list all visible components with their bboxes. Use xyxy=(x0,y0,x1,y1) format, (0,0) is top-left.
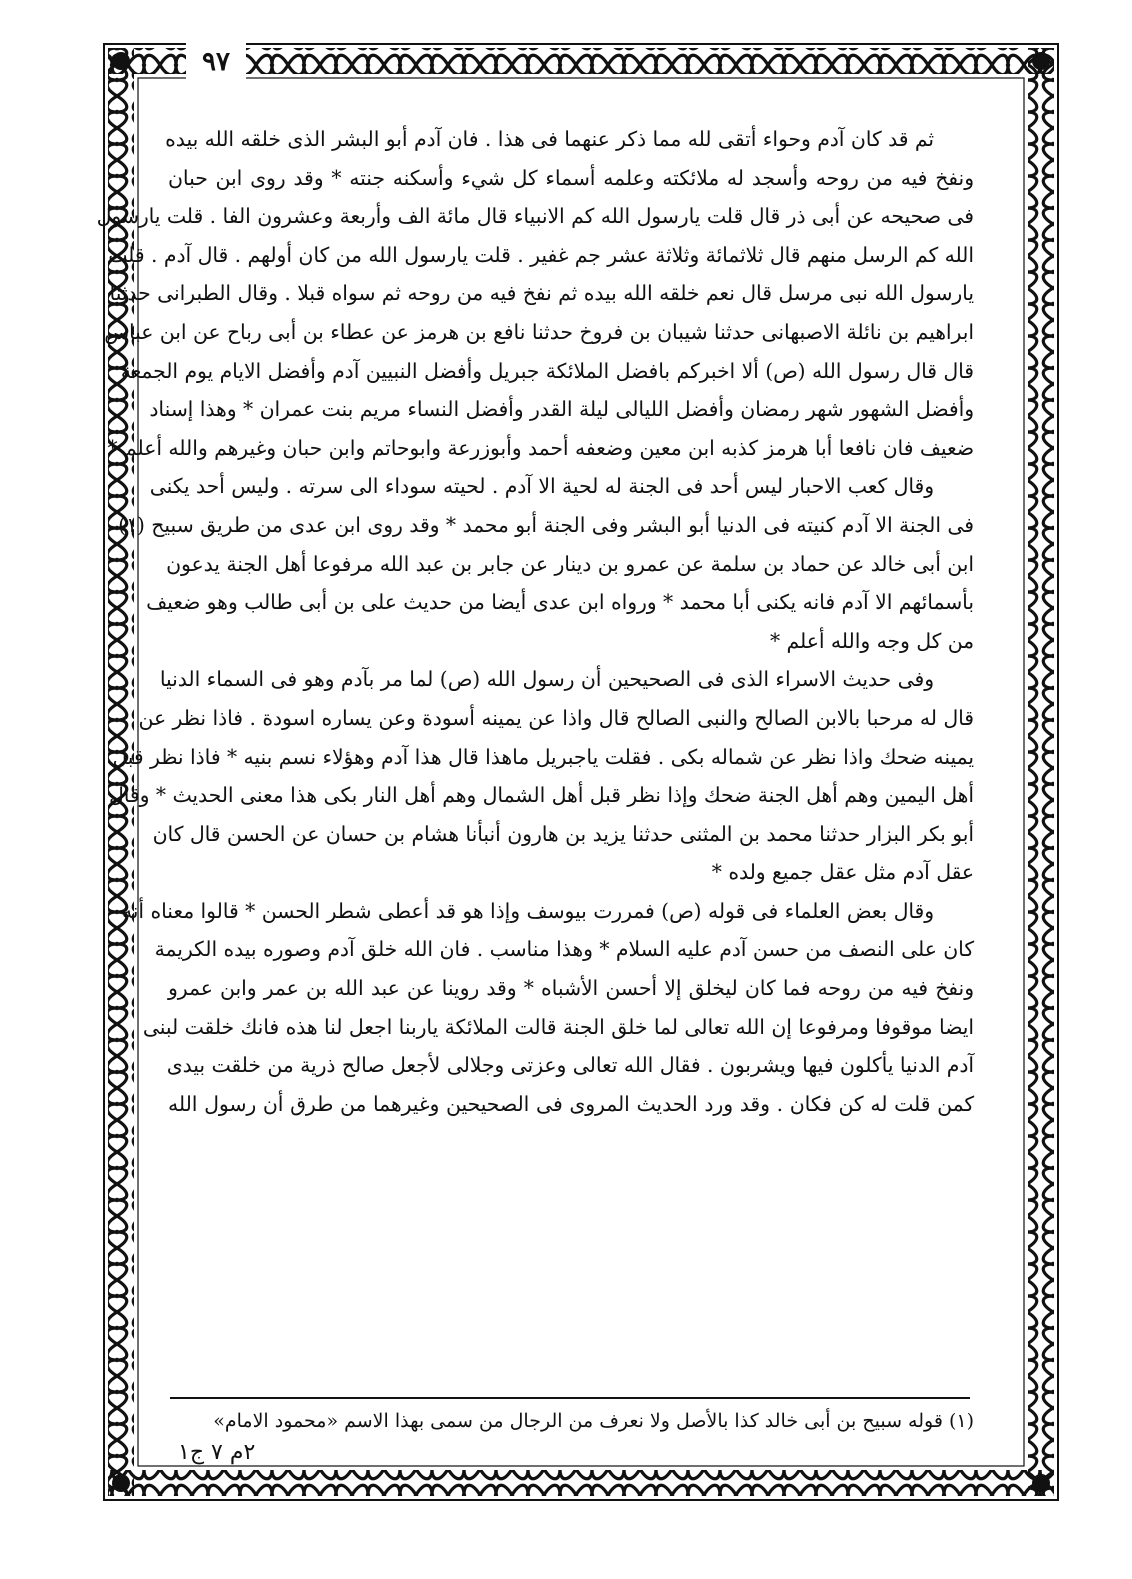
text-line: فى الجنة الا آدم كنيته فى الدنيا أبو البشر وفى الجنة أبو محمد * وقد روى ابن عدى من طريق سبيح (١) xyxy=(118,512,974,537)
text-line: قال له مرحبا بالابن الصالح والنبى الصالح قال واذا عن يمينه أسودة وعن يساره اسودة . فاذا نظر عن xyxy=(138,705,974,730)
text-line: كان على النصف من حسن آدم عليه السلام * وهذا مناسب . فان الله خلق آدم وصوره بيده الكريمة xyxy=(154,937,974,962)
border-bottom xyxy=(108,1470,1054,1496)
text-line: يارسول الله نبى مرسل قال نعم خلقه الله بيده ثم نفخ فيه من روحه ثم سواه قبلا . وقال الطبرانى حدثنا xyxy=(109,281,974,306)
text-line: كمن قلت له كن فكان . وقد ورد الحديث المروى فى الصحيحين وغيرهما من طرق أن رسول الله xyxy=(168,1091,974,1116)
text-line: ضعيف فان نافعا أبا هرمز كذبه ابن معين وضعفه أحمد وأبوزرعة وابوحاتم وابن حبان وغيرهم والله أعلم * xyxy=(107,435,974,460)
text-line: يمينه ضحك واذا نظر عن شماله بكى . فقلت ياجبريل ماهذا قال هذا آدم وهؤلاء نسم بنيه * فاذا نظر قبل xyxy=(112,744,974,769)
text-line: ابراهيم بن نائلة الاصبهانى حدثنا شيبان بن فروخ حدثنا نافع بن هرمز عن عطاء بن أبى رباح عن ابن عباس xyxy=(104,319,974,344)
border-top xyxy=(108,48,1054,74)
text-line: ونفخ فيه من روحه وأسجد له ملائكته وعلمه أسماء كل شيء وأسكنه جنته * وقد روى ابن حبان xyxy=(168,165,974,190)
text-line: أهل اليمين وهم أهل الجنة ضحك وإذا نظر قبل أهل الشمال وهم أهل النار بكى هذا معنى الحديث * وقال xyxy=(109,783,974,808)
text-line: وفى حديث الاسراء الذى فى الصحيحين أن رسول الله (ص) لما مر بآدم وهو فى السماء الدنيا xyxy=(159,667,934,692)
text-line: قال قال رسول الله (ص) ألا اخبركم بافضل الملائكة جبريل وأفضل النبيين آدم وأفضل الايام يوم الجمعة xyxy=(120,358,974,383)
text-line: ايضا موقوفا ومرفوعا إن الله تعالى لما خلق الجنة قالت الملائكة ياربنا اجعل لنا هذه فانك خلقت لبنى xyxy=(142,1014,974,1039)
signature-mark: ٢م ٧ ج١ xyxy=(178,1440,256,1465)
text-line: أبو بكر البزار حدثنا محمد بن المثنى حدثنا يزيد بن هارون أنبأنا هشام بن حسان عن الحسن قال كان xyxy=(152,821,974,846)
text-line: وقال كعب الاحبار ليس أحد فى الجنة له لحية الا آدم . لحيته سوداء الى سرته . وليس أحد يكنى xyxy=(149,474,934,499)
text-line: وقال بعض العلماء فى قوله (ص) فمررت بيوسف وإذا هو قد أعطى شطر الحسن * قالوا معناه أنه xyxy=(121,898,934,923)
border-right xyxy=(1028,48,1054,1496)
text-line: ونفخ فيه من روحه فما كان ليخلق إلا أحسن الأشباه * وقد روينا عن عبد الله بن عمر وابن عمرو xyxy=(168,976,974,1001)
footnote: (١) قوله سبيح بن أبى خالد كذا بالأصل ولا نعرف من الرجال من سمى بهذا الاسم «محمود الامام» xyxy=(213,1410,974,1432)
text-line: فى صحيحه عن أبى ذر قال قلت يارسول الله كم الانبياء قال مائة الف وأربعة وعشرون الفا . قلت يارسول xyxy=(96,204,974,229)
text-line: من كل وجه والله أعلم * xyxy=(769,628,974,653)
text-line: بأسمائهم الا آدم فانه يكنى أبا محمد * ورواه ابن عدى أيضا من حديث على بن أبى طالب وهو ضعيف xyxy=(146,590,974,615)
text-line: وأفضل الشهور شهر رمضان وأفضل الليالى ليلة القدر وأفضل النساء مريم بنت عمران * وهذا إسناد xyxy=(149,397,974,422)
text-line: ثم قد كان آدم وحواء أتقى لله مما ذكر عنهما فى هذا . فان آدم أبو البشر الذى خلقه الله بيده xyxy=(165,127,934,151)
text-line: عقل آدم مثل عقل جميع ولده * xyxy=(711,860,974,885)
text-line: الله كم الرسل منهم قال ثلاثمائة وثلاثة عشر جم غفير . قلت يارسول الله من كان أولهم . قال آدم . قلت xyxy=(108,242,974,267)
footnote-divider xyxy=(170,1397,970,1399)
page-number: ٩٧ xyxy=(186,42,246,82)
text-line: آدم الدنيا يأكلون فيها ويشربون . فقال الله تعالى وعزتى وجلالى لأجعل صالح ذرية من خلقت بيدى xyxy=(166,1053,974,1078)
text-line: ابن أبى خالد عن حماد بن سلمة عن عمرو بن دينار عن جابر بن عبد الله مرفوعا أهل الجنة يدعون xyxy=(166,551,974,576)
main-text xyxy=(96,120,974,1380)
